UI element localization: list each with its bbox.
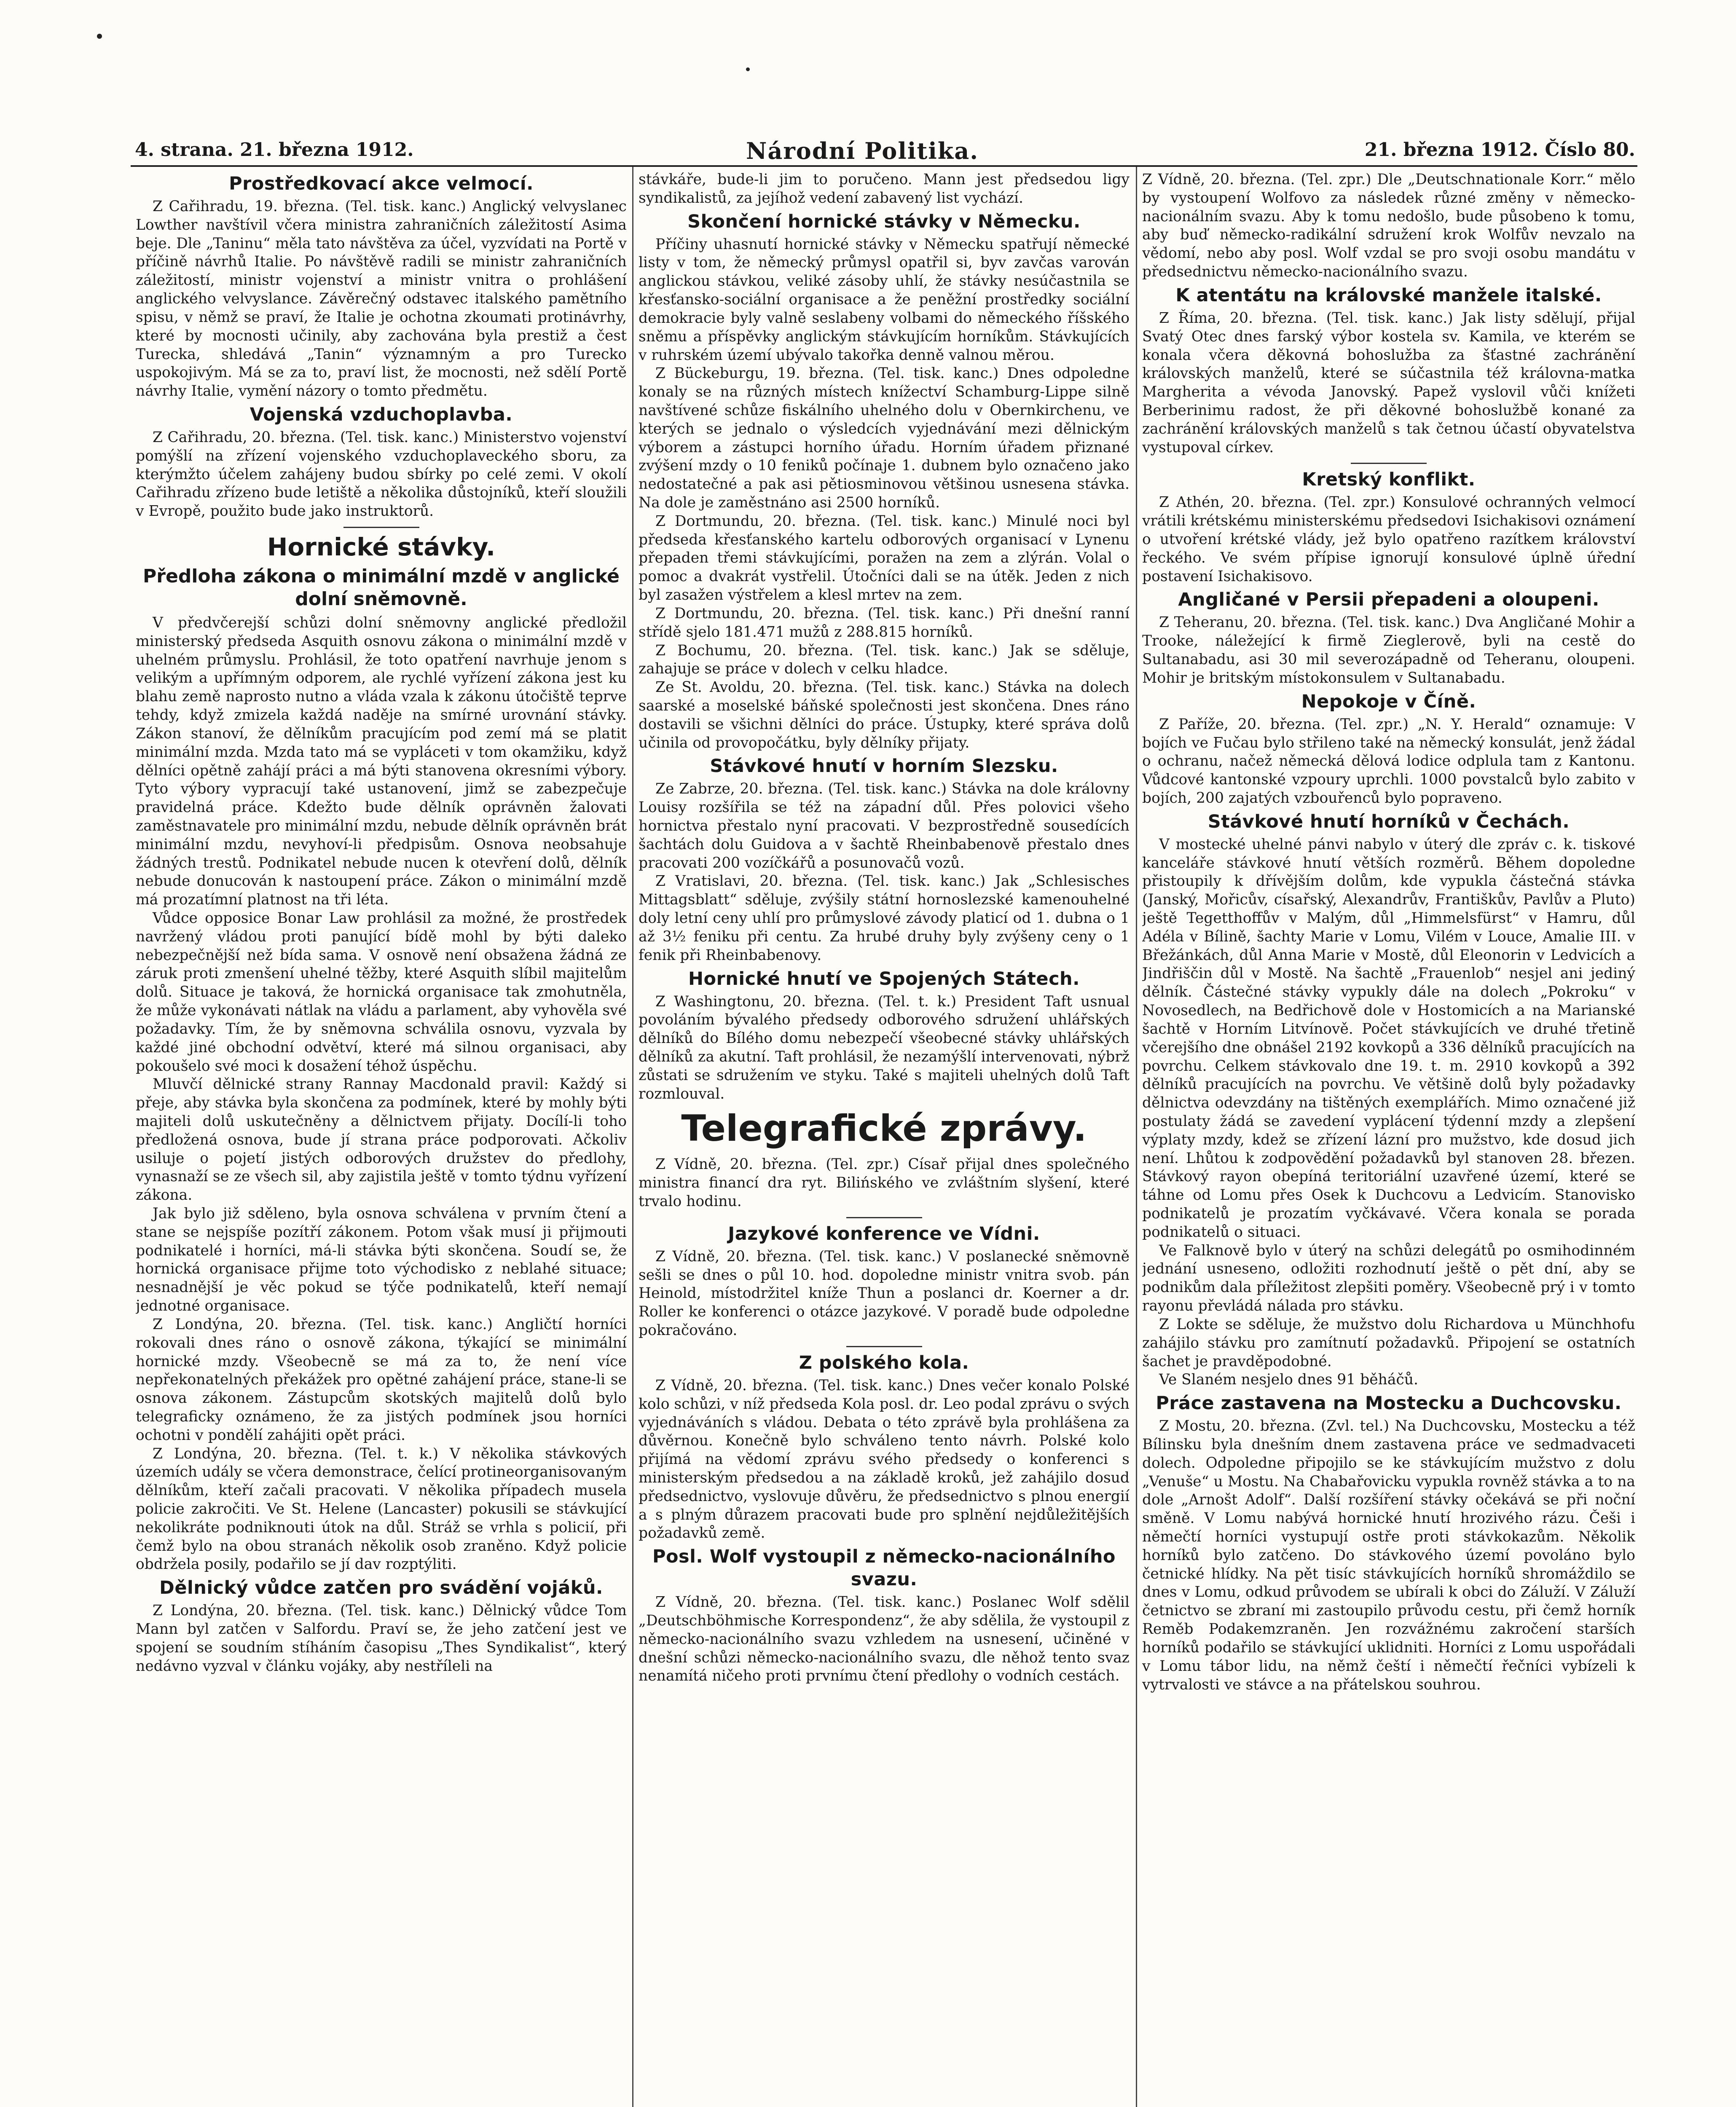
article-paragraph: Z Cařihradu, 20. března. (Tel. tisk. kanc.) Ministerstvo vojenství pomýšlí na zřízení vojenského vzduchoplaveckého sboru, za kterýmžto účelem zahájeny budou sbírky po celé zemi. V okolí Cařihradu zřízeno bude letiště a několika důstojníků, kteří sloužili v Evropě, použito bude jako instruktorů. — [136, 429, 627, 520]
article-paragraph: stávkáře, bude-li jim to poručeno. Mann jest předsedou ligy syndikalistů, za jejíhož vedení zabavený list vychází. — [639, 171, 1130, 206]
article-paragraph: Ve Falknově bylo v úterý na schůzi delegátů po osmihodinném jednání usneseno, odložiti rozhodnutí ještě o pět dní, aby se podnikům dala příležitost zlepšiti poměry. Všeobecně prý i v tomto rayonu převládá nálada pro stávku. — [1142, 1242, 1635, 1315]
article-headline: Hornické hnutí ve Spojených Státech. — [688, 968, 1080, 989]
article — [136, 403, 627, 521]
article — [1142, 690, 1635, 808]
article-paragraph: Z Londýna, 20. března. (Tel. t. k.) V několika stávkových územích udály se včera demonstrace, čelící protineorganisovaným dělníkům, kteří začali pracovati. V několika případech musela policie zakročiti. Ve St. Helene (Lancaster) pokusili se stávkující nekolikráte podniknouti útok na důl. Stráž se vrhla s policií, při čemž bylo na obou stranách několik osob zraněno. Když policie obdržela posily, podařilo se jí dav rozptýliti. — [136, 1445, 627, 1573]
article — [1142, 810, 1635, 1389]
article — [639, 210, 1130, 753]
article-paragraph: Z Athén, 20. března. (Tel. zpr.) Konsulové ochranných velmocí vrátili krétskému ministerskému předsedovi Isichakisovi oznámení o utvoření krétské vlády, jež bylo opatřeno razítkem království řeckého. Ve svém přípise ignorují konsulové úplně úřední postavení Isichakisovo. — [1142, 494, 1635, 585]
article — [136, 172, 627, 401]
article-paragraph: Jak bylo již sděleno, byla osnova schválena v prvním čtení a stane se nejspíše pozítří zákonem. Potom však musí ji přijmouti podnikatelé i horníci, má-li stávka býti skončena. Soudí se, že hornická organisace přijme toto východisko z neblahé situace; nesnadnější je věc pokud se týče podnikatelů, kteří nemají jednotné organisace. — [136, 1205, 627, 1315]
article-paragraph: V předvčerejší schůzi dolní sněmovny anglické předložil ministerský předseda Asquith osnovu zákona o minimální mzdě v uhelném průmyslu. Prohlásil, že toto opatření navrhuje jenom s velikým a upřímným odporem, ale rychlé vyřízení zákona jest ku blahu země naprosto nutno a vláda vzala k zákonu útočiště teprve tehdy, když zmizela každá naděje na smírné urovnání stávky. Zákon stanoví, že dělníkům pracujícím pod zemí má se platit minimální mzda. Mzda tato má se vypláceti v tom okamžiku, když dělníci opětně zahájí práci a má býti stanovena okresními výbory. Tyto výbory vypracují také ustanovení, jimž se zabezpečuje pravidelná práce. Kdežto bude dělník oprávněn žalovati zaměstnavatele pro minimální mzdu, nebude dělník oprávněn brát minimální mzdu, nevyhoví-li předpisům. Osnova neobsahuje žádných trestů. Podnikatel nebude nucen k otevření dolů, dělník nebude donucován k nastoupení práce. Zákon o minimální mzdě má prozatímní platnost na tři léta. — [136, 614, 627, 909]
column-3 — [1142, 171, 1635, 2107]
article-paragraph: Z Paříže, 20. března. (Tel. zpr.) „N. Y. Herald“ oznamuje: V bojích ve Fučau bylo střileno také na německý konsulát, jenž žádal o ochranu, načež německá dělová lodice odplula tam z Kantonu. Vůdcové kantonské vzpoury uprchli. 1000 povstalců bylo zabito v bojích, 200 zajatých vzbouřenců bylo popraveno. — [1142, 716, 1635, 807]
article-paragraph: Z Londýna, 20. března. (Tel. tisk. kanc.) Angličtí horníci rokovali dnes ráno o osnově zákona, týkající se minimální hornické mzdy. Všeobecně se má za to, že není více nepřekonatelných překážek pro opětné zahájení práce, stane-li se osnova zákonem. Zástupcům skotských majitelů dolů bylo telegraficky oznámeno, že za jistých podmínek jsou horníci ochotni v pondělí zahájiti opět práci. — [136, 1316, 627, 1444]
article-paragraph: Z Říma, 20. března. (Tel. tisk. kanc.) Jak listy sdělují, přijal Svatý Otec dnes farský výbor kostela sv. Kamila, ve kterém se konala včera děkovná bohoslužba za šťastné zachránění královských manželů, které se súčastnila též královna-matka Margherita a vévoda Janovský. Papež vyslovil vůči knížeti Berberinimu radost, že při děkovné bohoslužbě konané za zachránění královských manželů s tak četnou účastí obyvatelstva vystupoval církev. — [1142, 309, 1635, 456]
article — [1142, 588, 1635, 687]
article-paragraph: Z Vídně, 20. března. (Tel. tisk. kanc.) V poslanecké sněmovně sešli se dnes o půl 10. hod. dopoledne ministr vnitra svob. pán Heinold, místodržitel kníže Thun a poslanci dr. Koerner a dr. Roller ke konferenci o otázce jazykové. V poradě bude odpoledne pokračováno. — [639, 1248, 1130, 1339]
header-right: 21. března 1912. Číslo 80. — [1364, 139, 1635, 161]
article-headline: Telegrafické zprávy. — [681, 1107, 1087, 1150]
article — [1142, 463, 1635, 586]
article — [1142, 284, 1635, 457]
scan-speck — [746, 67, 750, 71]
article-paragraph: Z Vídně, 20. března. (Tel. zpr.) Císař přijal dnes společného ministra financí dra ryt. Bilińského ve zvláštním slyšení, které trvalo hodinu. — [639, 1156, 1130, 1210]
article-headline: Stávkové hnutí horníků v Čechách. — [1207, 811, 1570, 832]
article-headline: Stávkové hnutí v horním Slezsku. — [710, 756, 1058, 777]
header-rule — [131, 165, 1637, 167]
article-paragraph: Z Mostu, 20. března. (Zvl. tel.) Na Duchcovsku, Mostecku a též Bílinsku byla dnešním dnem zastavena práce ve sedmadvaceti dolech. Odpoledne připojilo se ke stávkujícím mužstvo z dolu „Venuše“ u Mostu. Na Chabařovicku vypukla rovněž stávka a to na dole „Arnošt Adolf“. Další rozšíření stávky očekává se při noční směně. V Lomu nabývá hornické hnutí hrozivého rázu. Češi i němečtí horníci vystupují ostře proti stávkokazům. Několik horníků bylo zatčeno. Do stávkového území povoláno bylo četnické hlídky. Na pět tisíc stávkujících horníků shromáždilo se dnes v Lomu, odkud průvodem se ubírali k obci do Záluží. V Záluží četnictvo se zbraní mi zastoupilo průvodu cestu, při čemž horník Reměb Podakemzraněn. Jen rozvážnému zakročení starších horníků podařilo se stávkující uklidniti. Horníci z Lomu uspořádali v Lomu tábor lidu, na němž čeští i němečtí řečníci vybízeli k vytrvalosti ve stávce a na přátelskou souhrou. — [1142, 1418, 1635, 1693]
article-headline: K atentátu na královské manžele italské. — [1175, 284, 1602, 306]
article — [1142, 171, 1635, 281]
article-subheadline: Předloha zákona o minimální mzdě v anglické dolní sněmovně. — [143, 566, 620, 610]
article — [639, 755, 1130, 965]
article-paragraph: Z Londýna, 20. března. (Tel. tisk. kanc.) Dělnický vůdce Tom Mann byl zatčen v Salfordu. Praví se, že jeho zatčení jest ve spojení se soudním stíháním časopisu „Thes Syndikalist“, který nedávno vyzval v článku vojáky, aby nestříleli na — [136, 1602, 627, 1675]
article-headline: Posl. Wolf vystoupil z německo-nacionálního svazu. — [652, 1546, 1116, 1590]
article — [639, 1107, 1130, 1211]
article-headline: Kretský konflikt. — [1302, 469, 1476, 491]
section-rule — [343, 527, 419, 528]
article-headline: Práce zastavena na Mostecku a Duchcovsku. — [1156, 1393, 1622, 1414]
column-1 — [136, 171, 627, 2107]
masthead-title: Národní Politika. — [746, 137, 979, 164]
article-paragraph: V mostecké uhelné pánvi nabylo v úterý dle zpráv c. k. tiskové kanceláře stávkové hnutí větších rozměrů. Během dopoledne přistoupily k dřívějším dolům, kde vypukla částečná stávka (Janský, Mořicův, císařský, Alexandrův, Františkův, Pavlův a Pluto) ještě Tegetthoffův v Malým, důl „Himmelsfürst“ v Hamru, důl Adéla v Bílině, šachty Marie v Lomu, Vilém v Louce, Amalie III. v Břežánkách, důl Anna Marie v Mostě, důl Eleonorin v Ledvicích a Jindřiščin důl v Mostě. Na šachtě „Frauenlob“ nesjel ani jediný dělník. Částečné stávky vypukly dále na dolech „Pokroku“ v Novosedlech, na Bedřichově dole v Hostomicích a na Marianské šachtě v Horním Litvínově. Počet stávkujících ve druhé třetině včerejšího dne obnášel 2192 kovkopů a 336 dělníků pracujících na povrchu. Celkem stávkovalo dne 19. t. m. 2910 kovkopů a 392 dělníků pracujících na povrchu. Ve většině dolů byly požadavky dělnictva odevzdány na tištěných exemplářích. Mimo označené již postulaty žádá se zavedení vyplácení týdenní mzdy a zlepšení výplaty mzdy, kdež se zřízení lázní pro mužstvo, kde dosud jich není. Lhůtou k zodpovědění požadavků byl stanoven 28. březen. Stávkový rayon obepíná teritoriální uzavřené území, které se táhne od Lomu přes Osek k Duchcovu a Ledvicím. Stanovisko podnikatelů je prozatím vyčkávavé. Včera konala se porada podnikatelů o situaci. — [1142, 836, 1635, 1241]
scan-speck — [97, 34, 102, 39]
article — [639, 1217, 1130, 1340]
section-rule — [846, 1217, 922, 1218]
article-headline: Vojenská vzduchoplavba. — [250, 404, 513, 425]
article — [136, 527, 627, 1574]
article-paragraph: Z Vídně, 20. března. (Tel. tisk. kanc.) Dnes večer konalo Polské kolo schůzi, v níž předseda Kola posl. dr. Leo podal zprávu o svých vyjednáváních s vládou. Debata o této zprávě byla prohlášena za důvěrnou. Konečně bylo schváleno tento návrh. Polské kolo přijímá na vědomí zprávu svého předsedy o konferenci s ministerským předsedou a na základě kroků, jež zahájilo dosud předsednictvo, vyslovuje důvěru, že předsednictvo s plnou energií a s plným důrazem pracovati bude pro splnění nejdůležitějších požadavků země. — [639, 1377, 1130, 1542]
article-headline: Hornické stávky. — [267, 533, 496, 561]
article-paragraph: Z Lokte se sděluje, že mužstvo dolu Richardova u Münchhofu zahájilo stávku pro zamítnutí požadavků. Připojení se ostatních šachet je pravděpodobné. — [1142, 1316, 1635, 1370]
article-paragraph: Z Washingtonu, 20. března. (Tel. t. k.) President Taft usnual povoláním bývalého předsedy odborového sdružení uhlářských dělníků do Bílého domu nebezpečí všeobecné stávky uhlářských dělníků za akutní. Taft prohlásil, že nezamýšlí intervenovati, nýbrž zůstati se sdružením ve styku. Také s majiteli uhelných dolů Taft rozmlouval. — [639, 993, 1130, 1102]
column-divider — [632, 167, 633, 2107]
article-paragraph: Ve Slaném nesjelo dnes 91 běháčů. — [1159, 1371, 1418, 1389]
article — [639, 1346, 1130, 1543]
article-paragraph: Z Bochumu, 20. března. (Tel. tisk. kanc.) Jak se sděluje, zahajuje se práce v dolech v celku hladce. — [639, 642, 1130, 678]
article-paragraph: Vůdce opposice Bonar Law prohlásil za možné, že prostředek navržený vládou proti panující bídě mohl by býti daleko nebezpečnější než bída sama. V osnově není obsažena žádná ze záruk proti zmenšení uhelné těžby, které Asquith slíbil majitelům dolů. Situace je taková, že hornická organisace tak zmohutněla, že může vykonávati nátlak na vládu a parlament, aby vyhověla své požadavky. Tím, že by sněmovna schválila osnovu, vyzvala by každé jiné obchodní odvětví, které má silnou organisaci, aby pokoušelo své moci k dosažení téhož úspěchu. — [136, 910, 627, 1075]
article-paragraph: Z Cařihradu, 19. března. (Tel. tisk. kanc.) Anglický velvyslanec Lowther navštívil včera ministra zahraničních záležitostí Asima beje. Dle „Taninu“ měla tato návštěva za účel, vyzvídati na Portě v příčině návrhů Italie. Po návštěvě radili se ministr zahraničních záležitostí, ministr vojenství a ministr vnitra o prohlášení anglického velvyslance. Závěrečný odstavec italského pamětního spisu, v němž se praví, že Italie je ochotna zkoumati protinávrhy, které by mocnosti učinily, aby zachována byla prestiž a čest Turecka, shledává „Tanin“ významným a pro Turecko uspokojivým. Má se za to, praví list, že mocnosti, než sdělí Portě návrhy Italie, vymění názory o tomto předmětu. — [136, 198, 627, 400]
article-paragraph: Z Dortmundu, 20. března. (Tel. tisk. kanc.) Minulé noci byl předseda křesťanského kartelu odborových organisací v Lynenu přepaden třemi stávkujícími, poražen na zem a zlýrán. Volal o pomoc a dvakrát vystřelil. Útočníci dali se na útěk. Jeden z nich byl zasažen výstřelem a klesl mrtev na zem. — [639, 512, 1130, 604]
article-paragraph: Z Teheranu, 20. března. (Tel. tisk. kanc.) Dva Angličané Mohir a Trooke, náležející k firmě Zieglerově, byli na cestě do Sultanabadu, asi 30 mil severozápadně od Teheranu, oloupeni. Mohir je britským místokonsulem v Sultanabadu. — [1142, 614, 1635, 686]
article-headline: Angličané v Persii přepadeni a oloupeni. — [1178, 589, 1599, 611]
article-paragraph: Z Bückeburgu, 19. března. (Tel. tisk. kanc.) Dnes odpoledne konaly se na různých místech knížectví Schamburg-Lippe silně navštívené schůze fiskálního uhelného dolu v Obernkirchenu, ve kterých se jednalo o výsledcích vyjednávání mezi dělnickým výborem a zástupci horního úřadu. Horním úřadem přiznané zvýšení mzdy o 10 feniků počínaje 1. dubnem bylo označeno jako nedostatečné a pak asi pětiosminovou většinou usnesena stávka. Na dole je zaměstnáno asi 2500 horníků. — [639, 365, 1130, 511]
section-rule — [846, 1346, 922, 1347]
article-paragraph: Mluvčí dělnické strany Rannay Macdonald pravil: Každý si přeje, aby stávka byla skončena za podmínek, které by mohly býti majiteli dolů uskutečněny a dělnictvem přijaty. Docílí-li toho předložená osnova, bude jí strana práce podporovati. Ačkoliv usiluje o pojetí jistých odborových družstev do předlohy, vynasnaží se ze všech sil, aby zajistila ještě v tomto týdnu vyřízení zákona. — [136, 1076, 627, 1204]
article — [639, 968, 1130, 1104]
section-rule — [1351, 463, 1427, 464]
article-paragraph: Ze St. Avoldu, 20. března. (Tel. tisk. kanc.) Stávka na dolech saarské a moselské báňské společnosti jest skončena. Dnes ráno dostavili se všichni dělníci do práce. Ústupky, které správa dolů učinila od provopočátku, byly dělníky přijaty. — [639, 679, 1130, 751]
article-paragraph: Příčiny uhasnutí hornické stávky v Německu spatřují německé listy v tom, že německý průmysl opatřil si, byv zavčas varován anglickou stávkou, veliké zásoby uhlí, že stávky nesúčastnila se křesťansko-sociální organisace a že peněžní prostředky sociální demokracie byly valně seslabeny volbami do německého říšského sněmu a příspěvky anglickým stávkujícím horníkům. Stávkujících v ruhrském území ubývalo takořka denně valnou měrou. — [639, 236, 1130, 364]
column-2 — [639, 171, 1130, 2107]
article-headline: Jazykové konference ve Vídni. — [728, 1223, 1040, 1244]
article-headline: Skončení hornické stávky v Německu. — [687, 211, 1081, 232]
article-paragraph: Z Vratislavi, 20. března. (Tel. tisk. kanc.) Jak „Schlesisches Mittagsblatt“ sděluje, zvýšily státní hornoslezské kamenouhelné doly letní ceny uhlí pro průmyslové závody platicí od 1. dubna o 1 až 3½ feniku při centu. Za hrubé druhy byly zvýšeny ceny o 1 fenik při Rheinbabenovy. — [639, 873, 1130, 964]
column-divider — [1136, 167, 1137, 2107]
article — [136, 1576, 627, 1675]
article-headline: Z polského kola. — [799, 1352, 969, 1373]
article — [639, 1545, 1130, 1686]
article-paragraph: Z Vídně, 20. března. (Tel. tisk. kanc.) Poslanec Wolf sdělil „Deutschböhmische Korrespondenz“, že aby sdělila, že vystoupil z německo-nacionálního svazu vzhledem na usnesení, učiněné v dnešní schůzi německo-nacionálního svazu, dle něhož tento svaz nenamítá ničeho proti prvnímu čtení předlohy o vodních cestách. — [639, 1594, 1130, 1685]
article-headline: Prostředkovací akce velmocí. — [229, 173, 534, 194]
header-left: 4. strana. 21. března 1912. — [135, 139, 414, 161]
article-headline: Nepokoje v Číně. — [1301, 691, 1476, 712]
article — [639, 171, 1130, 208]
article-paragraph: Z Dortmundu, 20. března. (Tel. tisk. kanc.) Při dnešní ranní střídě sjelo 181.471 mužů z 288.815 horníků. — [639, 605, 1130, 641]
article-paragraph: Z Vídně, 20. března. (Tel. zpr.) Dle „Deutschnationale Korr.“ mělo by vystoupení Wolfovo za následek různé změny v německo-nacionálním svazu. Aby k tomu nedošlo, bude působeno k tomu, aby buď německo-radikální sdružení krok Wolfův nevzalo na vědomí, nebo aby posl. Wolf vzdal se pro svoji osobu mandátu v předsednictvu německo-nacionálního svazu. — [1142, 171, 1635, 281]
article-headline: Dělnický vůdce zatčen pro svádění vojáků. — [159, 1577, 603, 1599]
article-paragraph: Ze Zabrze, 20. března. (Tel. tisk. kanc.) Stávka na dole královny Louisy rozšířila se též na západní důl. Přes polovici všeho hornictva přestalo nyní pracovati. V bezprostředně sousedících šachtách dolu Guidova a v šachtě Rheinbabenově přestalo dnes pracovati 200 vozíčkářů a posunovačů vozů. — [639, 780, 1130, 871]
article — [1142, 1392, 1635, 1694]
